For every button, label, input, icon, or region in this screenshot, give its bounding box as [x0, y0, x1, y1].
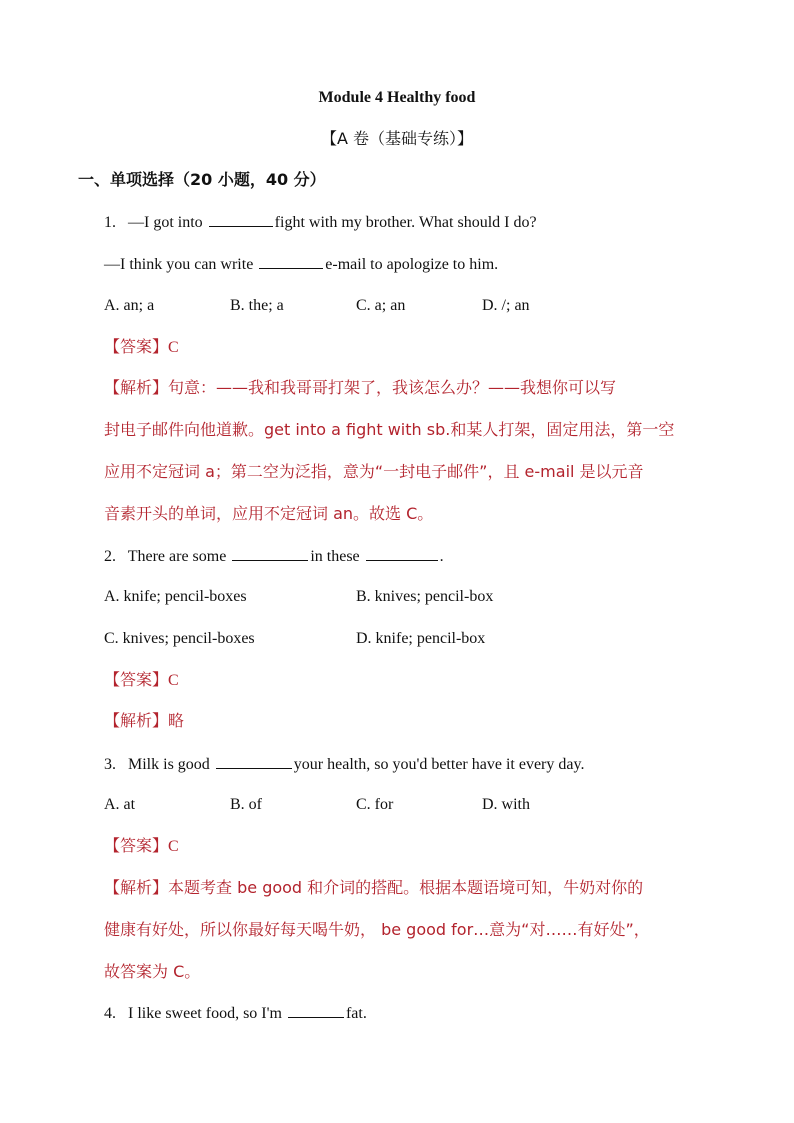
answer-blank	[259, 254, 323, 269]
answer-blank	[216, 754, 292, 769]
answer-tag: 【答案】	[104, 836, 169, 855]
analysis-text: 健康有好处，所以你最好每天喝牛奶， be good for…意为“对……有好处”，	[104, 920, 650, 939]
option-b: B. of	[230, 796, 262, 813]
question-number: 4.	[104, 1005, 116, 1022]
answer-blank	[209, 212, 273, 227]
question-2-stem	[104, 546, 444, 567]
analysis-line	[104, 378, 616, 398]
question-text: fight with my brother. What should I do?	[274, 214, 537, 231]
analysis-line	[104, 878, 643, 898]
answer-line	[104, 836, 179, 857]
question-text: .	[439, 548, 444, 565]
question-text: —I got into	[128, 214, 207, 231]
question-text: fat.	[345, 1005, 367, 1022]
option-b: B. the; a	[230, 297, 284, 314]
analysis-text: 故答案为 C。	[104, 962, 201, 981]
question-number: 1.	[104, 214, 116, 231]
analysis-text: 音素开头的单词，应用不定冠词 an。故选 C。	[104, 504, 434, 523]
question-1-stem-line2	[104, 254, 498, 275]
question-text: —I think you can write	[104, 256, 258, 273]
section-heading: 一、单项选择（20 小题，40 分）	[78, 170, 326, 189]
question-text: I like sweet food, so I'm	[128, 1005, 286, 1022]
answer-value: C	[168, 339, 179, 356]
answer-blank	[232, 546, 308, 561]
question-text: e-mail to apologize to him.	[325, 256, 499, 273]
question-text: in these	[310, 548, 364, 565]
option-d: D. with	[482, 796, 530, 813]
answer-line	[104, 670, 179, 691]
option-b: B. knives; pencil-box	[356, 588, 494, 605]
answer-tag: 【答案】	[104, 670, 169, 689]
answer-blank	[366, 546, 438, 561]
question-number: 3.	[104, 756, 116, 773]
question-3-stem	[104, 754, 584, 775]
analysis-text: 句意：——我和我哥哥打架了，我该怎么办？——我想你可以写	[168, 378, 617, 397]
question-text: There are some	[127, 548, 231, 565]
analysis-text: 本题考查 be good 和介词的搭配。根据本题语境可知，牛奶对你的	[168, 878, 644, 897]
page-subtitle: 【A 卷（基础专练）】	[320, 129, 474, 148]
option-d: D. /; an	[482, 297, 530, 314]
analysis-tag: 【解析】	[104, 711, 169, 730]
option-c: C. for	[356, 796, 394, 813]
answer-value: C	[168, 672, 179, 689]
page-title: Module 4 Healthy food	[318, 89, 476, 106]
answer-blank	[288, 1003, 344, 1018]
option-c: C. knives; pencil-boxes	[104, 630, 255, 647]
question-4-stem	[104, 1003, 367, 1024]
question-text: your health, so you'd better have it every day.	[293, 756, 585, 773]
analysis-tag: 【解析】	[104, 878, 169, 897]
analysis-line	[104, 711, 184, 731]
option-a: A. at	[104, 796, 136, 813]
answer-line	[104, 337, 179, 358]
option-d: D. knife; pencil-box	[356, 630, 486, 647]
question-1-stem-line1	[104, 212, 537, 233]
analysis-text: 应用不定冠词 a；第二空为泛指，意为“一封电子邮件”，且 e-mail 是以元音	[104, 462, 644, 481]
question-number: 2.	[104, 548, 116, 565]
option-c: C. a; an	[356, 297, 406, 314]
analysis-tag: 【解析】	[104, 378, 169, 397]
answer-tag: 【答案】	[104, 337, 169, 356]
option-a: A. an; a	[104, 297, 155, 314]
option-a: A. knife; pencil-boxes	[104, 588, 247, 605]
answer-value: C	[168, 838, 179, 855]
analysis-text: 略	[168, 711, 185, 730]
question-text: Milk is good	[128, 756, 214, 773]
analysis-text: 封电子邮件向他道歉。get into a fight with sb.和某人打架，固定用法，第一空	[104, 420, 675, 439]
